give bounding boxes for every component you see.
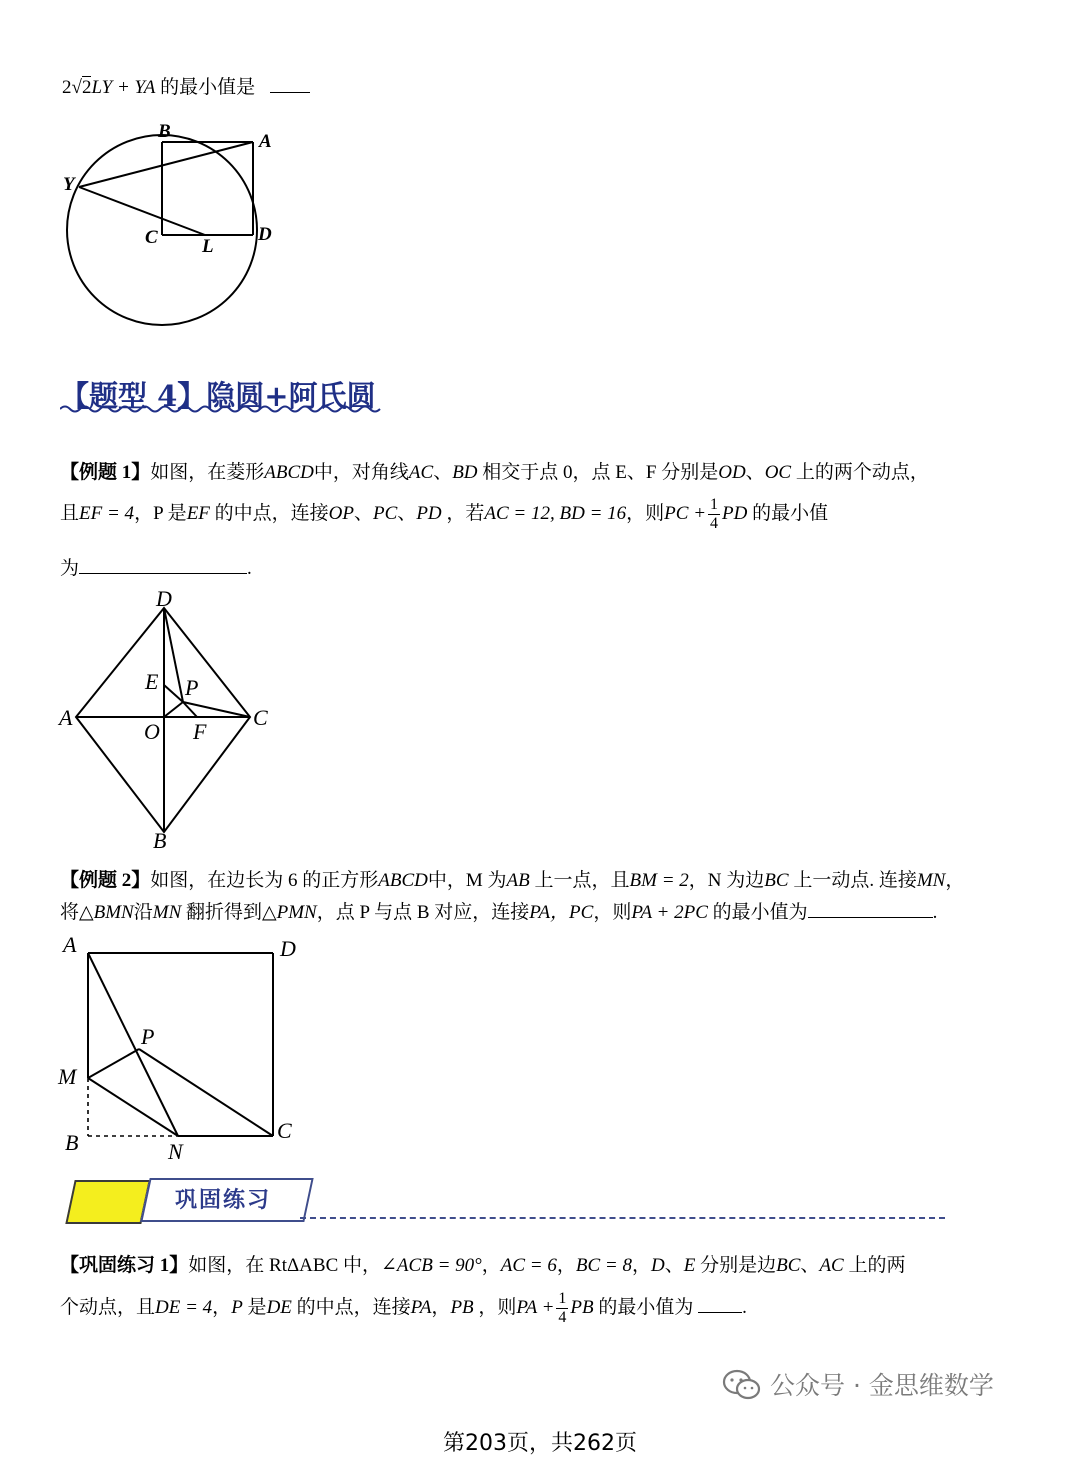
text: 翻折得到 (186, 902, 263, 923)
top-problem-line (62, 72, 310, 99)
text: 、 (397, 502, 417, 524)
text: . (742, 1296, 747, 1318)
label-D: D (156, 586, 172, 611)
text: 、 (433, 462, 453, 483)
math: PA + (516, 1296, 555, 1318)
text: . (247, 558, 252, 579)
math: MN (916, 870, 946, 891)
example1-line2 (60, 496, 828, 533)
label-A: A (63, 932, 77, 957)
math: AB (506, 870, 530, 891)
text: 上一点，且 (534, 870, 630, 891)
title-underline (60, 404, 390, 414)
math: AC = 6 (500, 1255, 557, 1276)
text: ，则 (626, 502, 665, 524)
text: ，点 P 与点 B 对应，连接 (316, 902, 530, 923)
practice1-tag: 【巩固练习 1】 (60, 1255, 189, 1276)
page-footer: 第203页，共262页 (443, 1431, 637, 1456)
math: AC (408, 462, 434, 483)
label-B: B (153, 828, 167, 853)
text: ，则 (478, 1296, 517, 1318)
text: 分别是边 (700, 1255, 777, 1276)
math: AC (819, 1255, 844, 1276)
text: 的中点，连接 (296, 1296, 411, 1318)
text: . (932, 902, 938, 923)
math: P (231, 1296, 243, 1318)
label-C: C (145, 227, 158, 248)
example1-line3 (60, 553, 252, 580)
label-F: F (193, 719, 207, 744)
math: △PMN (262, 902, 317, 923)
watermark-text: 公众号 · 金思维数学 (770, 1371, 994, 1400)
math: PB (570, 1296, 594, 1318)
math: PA，PC (529, 902, 594, 923)
math: PC + (664, 502, 707, 524)
label-N: N (168, 1139, 183, 1164)
text: 、 (800, 1255, 820, 1276)
math: PB (450, 1296, 474, 1318)
text: ，若 (446, 502, 485, 524)
label-L: L (202, 236, 214, 257)
text: 上一动点. 连接 (793, 870, 917, 891)
text: 上的两 (848, 1255, 906, 1276)
frac-den: 4 (558, 1309, 567, 1326)
segment-AN (88, 953, 178, 1136)
math: E (683, 1255, 696, 1276)
practice-divider (300, 1217, 945, 1219)
text: 如图，在菱形 (150, 462, 265, 483)
label-A: A (259, 131, 272, 152)
math: EF (186, 502, 210, 524)
frac-den: 4 (710, 515, 719, 532)
answer-blank (698, 1311, 742, 1313)
figure-square (55, 930, 315, 1165)
fraction (556, 1290, 568, 1327)
math: ∠ACB = 90° (381, 1255, 482, 1276)
answer-blank (808, 916, 933, 918)
math: BC (776, 1255, 801, 1276)
label-E: E (145, 669, 159, 694)
text: 上的两个动点， (795, 462, 929, 483)
math: DE = 4 (155, 1296, 213, 1318)
text: 如图，在边长为 6 的正方形 (150, 870, 379, 891)
math: MN (152, 902, 182, 923)
text: 中，对角线 (313, 462, 409, 483)
text: ，N 为边 (688, 870, 765, 891)
watermark (722, 1366, 994, 1402)
example1-line1 (60, 457, 929, 484)
figure-circle (55, 115, 315, 340)
text: 为 (60, 558, 80, 579)
math: PD (722, 502, 748, 524)
frac-num: 1 (558, 1290, 567, 1307)
text: ， (632, 1255, 652, 1276)
math: OP (328, 502, 354, 524)
text: 将 (60, 902, 80, 923)
math: DE (266, 1296, 292, 1318)
segment-YA (79, 142, 253, 187)
math: ABCD (264, 462, 314, 483)
text: 如图，在 RtΔABC 中， (188, 1255, 382, 1276)
text: 的中点，连接 (214, 502, 329, 524)
text: ， (556, 1255, 576, 1276)
section-title: 【题型 4】隐圆+阿氏圆 (60, 379, 376, 413)
math: △BMN (79, 902, 134, 923)
example2-line1 (60, 865, 964, 892)
sqrt-symbol: √ (71, 77, 82, 98)
practice1-line2 (60, 1290, 747, 1327)
text: ， (481, 1255, 501, 1276)
wechat-icon (722, 1368, 762, 1400)
expr-sqrt: 2 (81, 77, 92, 98)
figure-rhombus (55, 585, 285, 855)
practice-yellow-block (65, 1180, 150, 1224)
text: ，P 是 (134, 502, 187, 524)
math: BM = 2 (629, 870, 689, 891)
label-D: D (280, 936, 296, 961)
text: 是 (247, 1296, 267, 1318)
text: ， (212, 1296, 232, 1318)
math: ABCD (378, 870, 428, 891)
math: D (651, 1255, 665, 1276)
text: ，则 (593, 902, 632, 923)
label-C: C (277, 1118, 292, 1143)
label-P: P (185, 675, 199, 700)
example2-tag: 【例题 2】 (60, 870, 151, 891)
label-O: O (144, 719, 160, 744)
label-B: B (65, 1130, 79, 1155)
text: ， (945, 870, 965, 891)
text: 且 (60, 502, 80, 524)
math: AC = 12, BD = 16 (484, 502, 627, 524)
answer-blank (270, 91, 310, 93)
label-P: P (141, 1024, 155, 1049)
text: 的最小值 (752, 502, 829, 524)
math: BD (452, 462, 478, 483)
problem-text: 的最小值是 (160, 77, 256, 98)
segment-YL (79, 187, 205, 235)
text: 、 (354, 502, 374, 524)
math: OD (718, 462, 746, 483)
label-D: D (258, 224, 272, 245)
answer-blank (79, 572, 247, 574)
math: EF = 4 (79, 502, 135, 524)
math: BC = 8 (575, 1255, 632, 1276)
math: PA + 2PC (631, 902, 708, 923)
expr-rest: LY + YA (91, 77, 156, 98)
math: BC (764, 870, 789, 891)
text: 中，M 为 (427, 870, 507, 891)
text: 、 (745, 462, 765, 483)
text: 的最小值为 (598, 1296, 694, 1318)
label-B: B (158, 121, 171, 142)
expr-coef: 2 (62, 77, 72, 98)
text: 的最小值为 (712, 902, 808, 923)
label-Y: Y (63, 174, 75, 195)
text: 、 (664, 1255, 684, 1276)
math: OC (764, 462, 792, 483)
practice-title: 巩固练习 (175, 1188, 272, 1213)
fraction (708, 496, 720, 533)
label-C: C (253, 705, 268, 730)
label-A: A (59, 705, 73, 730)
segment-MP (88, 1049, 139, 1078)
math: PA (410, 1296, 432, 1318)
math: PC (373, 502, 398, 524)
example2-line2 (60, 897, 937, 924)
frac-num: 1 (710, 496, 719, 513)
text: ， (431, 1296, 451, 1318)
example1-tag: 【例题 1】 (60, 462, 151, 483)
math: PD (416, 502, 442, 524)
text: 沿 (133, 902, 153, 923)
text: 个动点，且 (60, 1296, 156, 1318)
segment-PO (164, 702, 183, 717)
text: 相交于点 0，点 E、F 分别是 (482, 462, 719, 483)
practice1-line1 (60, 1250, 905, 1277)
label-M: M (58, 1064, 77, 1089)
